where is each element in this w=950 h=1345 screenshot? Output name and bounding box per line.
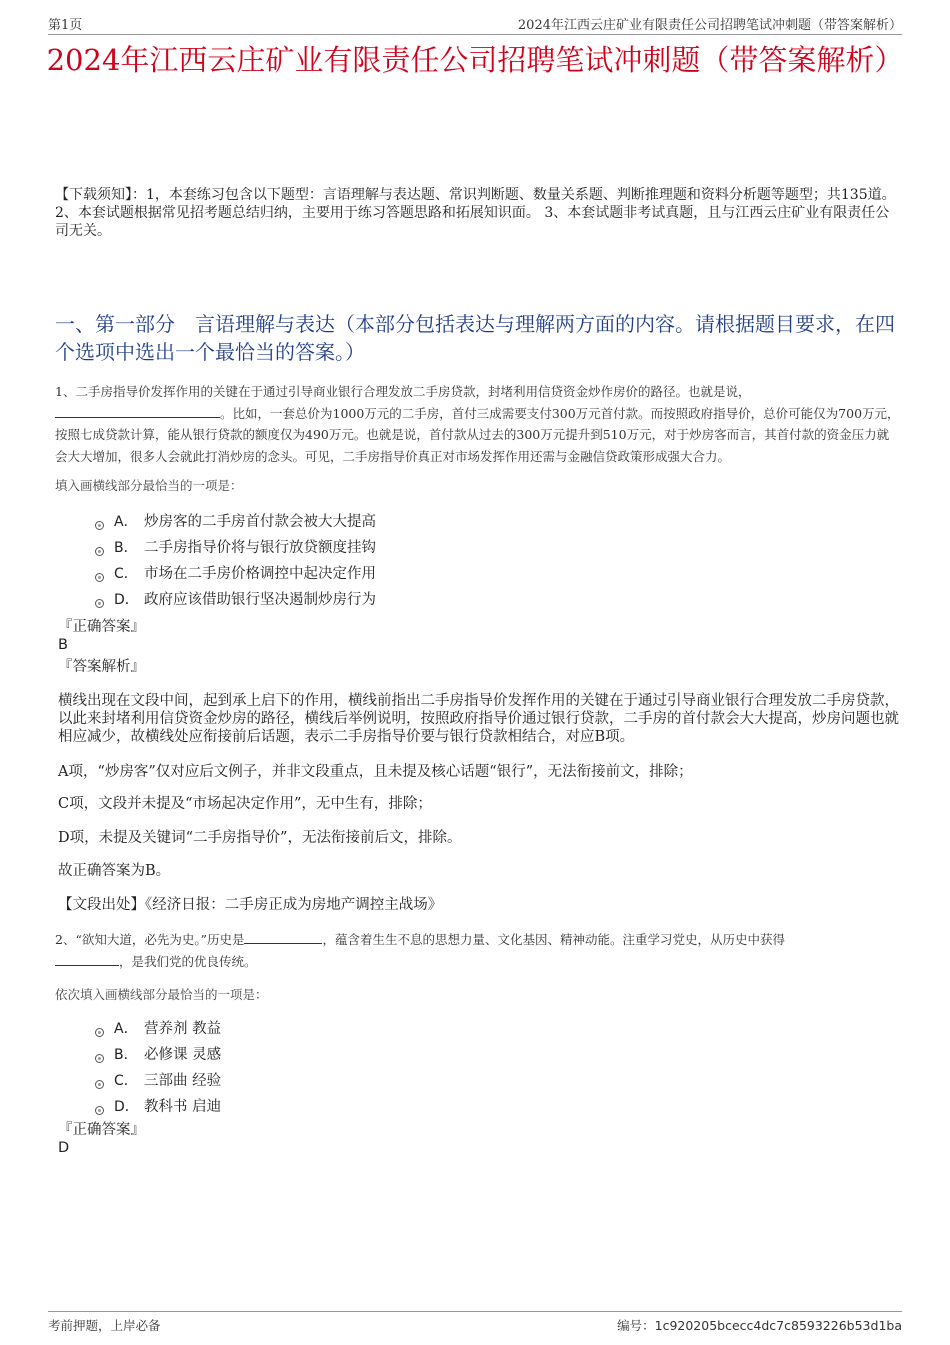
radio-icon[interactable] — [95, 1054, 104, 1063]
q2-answer-label: 『正确答案』 — [58, 1122, 145, 1138]
q1-stem-end: 。比如，一套总价为1000万元的二手房，首付三成需要支付300万元首付款。而按照政府指导价，总价可能仅为700万元，按照七成贷款计算，能从银行贷款的额度仅为490万元。也就是说，首付款从过去的300万元提升到510万元，对于炒房客而言，其首付款的资金压力就会大大增加，很多人会就此打消炒房的念头。可见，二手房指导价真正对市场发挥作用还需与金融信贷政策形成强大合力。 — [55, 405, 900, 464]
answer-blank — [244, 931, 322, 944]
question-2-options — [95, 1016, 221, 1120]
question-1-options — [95, 509, 376, 613]
q1-stem-start: 1、二手房指导价发挥作用的关键在于通过引导商业银行合理发放二手房贷款，封堵利用信贷资金炒作房价的路径。也就是说， — [55, 384, 751, 399]
analysis-option-c: C项，文段并未提及“市场起决定作用”，无中生有，排除； — [58, 796, 432, 812]
q1-answer-value: B — [58, 637, 68, 653]
question-2-stem: 2、“欲知大道，必先为史。”历史是 ，蕴含着生生不息的思想力量、文化基因、精神动能。注重学习党史，从历史中获得 ，是我们党的优良传统。 — [55, 932, 785, 969]
analysis-paragraph: 横线出现在文段中间，起到承上启下的作用，横线前指出二手房指导价发挥作用的关键在于通过引导商业银行合理发放二手房贷款，以此来封堵利用信贷资金炒房的路径，横线后举例说明，按照政府指导价通过银行贷款，二手房的首付款会大大提高，炒房问题也就相应减少，故横线处应衔接前后话题，表示二手房指导价要与银行贷款相结合，对应B项。 — [58, 693, 899, 745]
option-c[interactable]: C． 三部曲 经验 — [95, 1068, 221, 1094]
radio-icon[interactable] — [95, 573, 104, 582]
q1-answer-label: 『正确答案』 — [58, 619, 145, 635]
question-1-prompt: 填入画横线部分最恰当的一项是： — [55, 478, 243, 493]
analysis-conclusion: 故正确答案为B。 — [58, 863, 171, 879]
radio-icon[interactable] — [95, 1080, 104, 1089]
analysis-option-d: D项，未提及关键词“二手房指导价”，无法衔接前后文，排除。 — [58, 830, 462, 846]
footer-slogan: 考前押题，上岸必备 — [48, 1318, 161, 1333]
option-b[interactable]: B． 必修课 灵感 — [95, 1042, 221, 1068]
q1-analysis-label: 『答案解析』 — [58, 659, 145, 675]
footer-serial: 编号：1c920205bcecc4dc7c8593226b53d1ba — [617, 1318, 902, 1333]
answer-blank — [55, 405, 220, 418]
text-source: 【文段出处】《经济日报：二手房正成为房地产调控主战场》 — [58, 897, 443, 913]
analysis-option-a: A项，“炒房客”仅对应后文例子，并非文段重点，且未提及核心话题“银行”，无法衔接前文，排除； — [58, 764, 693, 780]
page-footer — [48, 1311, 902, 1334]
option-b[interactable]: B． 二手房指导价将与银行放贷额度挂钩 — [95, 535, 376, 561]
question-2-prompt: 依次填入画横线部分最恰当的一项是： — [55, 987, 268, 1002]
option-a[interactable]: A． 炒房客的二手房首付款会被大大提高 — [95, 509, 376, 535]
page-header — [48, 12, 902, 35]
q2-answer-value: D — [58, 1140, 70, 1156]
section-heading: 一、第一部分 言语理解与表达（本部分包括表达与理解两方面的内容。请根据题目要求，在四个选项中选出一个最恰当的答案。） — [55, 312, 895, 364]
radio-icon[interactable] — [95, 521, 104, 530]
radio-icon[interactable] — [95, 547, 104, 556]
radio-icon[interactable] — [95, 599, 104, 608]
option-d[interactable]: D． 政府应该借助银行坚决遏制炒房行为 — [95, 587, 376, 613]
question-1-stem — [55, 381, 900, 467]
option-c[interactable]: C． 市场在二手房价格调控中起决定作用 — [95, 561, 376, 587]
radio-icon[interactable] — [95, 1028, 104, 1037]
document-title: 2024年江西云庄矿业有限责任公司招聘笔试冲刺题（带答案解析） — [46, 43, 904, 77]
header-doc-title: 2024年江西云庄矿业有限责任公司招聘笔试冲刺题（带答案解析） — [517, 18, 902, 33]
option-d[interactable]: D． 教科书 启迪 — [95, 1094, 221, 1120]
radio-icon[interactable] — [95, 1106, 104, 1115]
page-number: 第1页 — [48, 18, 83, 33]
answer-blank — [55, 953, 119, 966]
download-notice: 【下载须知】：1，本套练习包含以下题型：言语理解与表达题、常识判断题、数量关系题、判断推理题和资料分析题等题型；共135道。 2、本套试题根据常见招考题总结归纳，主要用于练习答题思路和拓展知识面。 3、本套试题非考试真题，且与江西云庄矿业有限责任公司无关。 — [55, 187, 896, 239]
option-a[interactable]: A． 营养剂 教益 — [95, 1016, 221, 1042]
